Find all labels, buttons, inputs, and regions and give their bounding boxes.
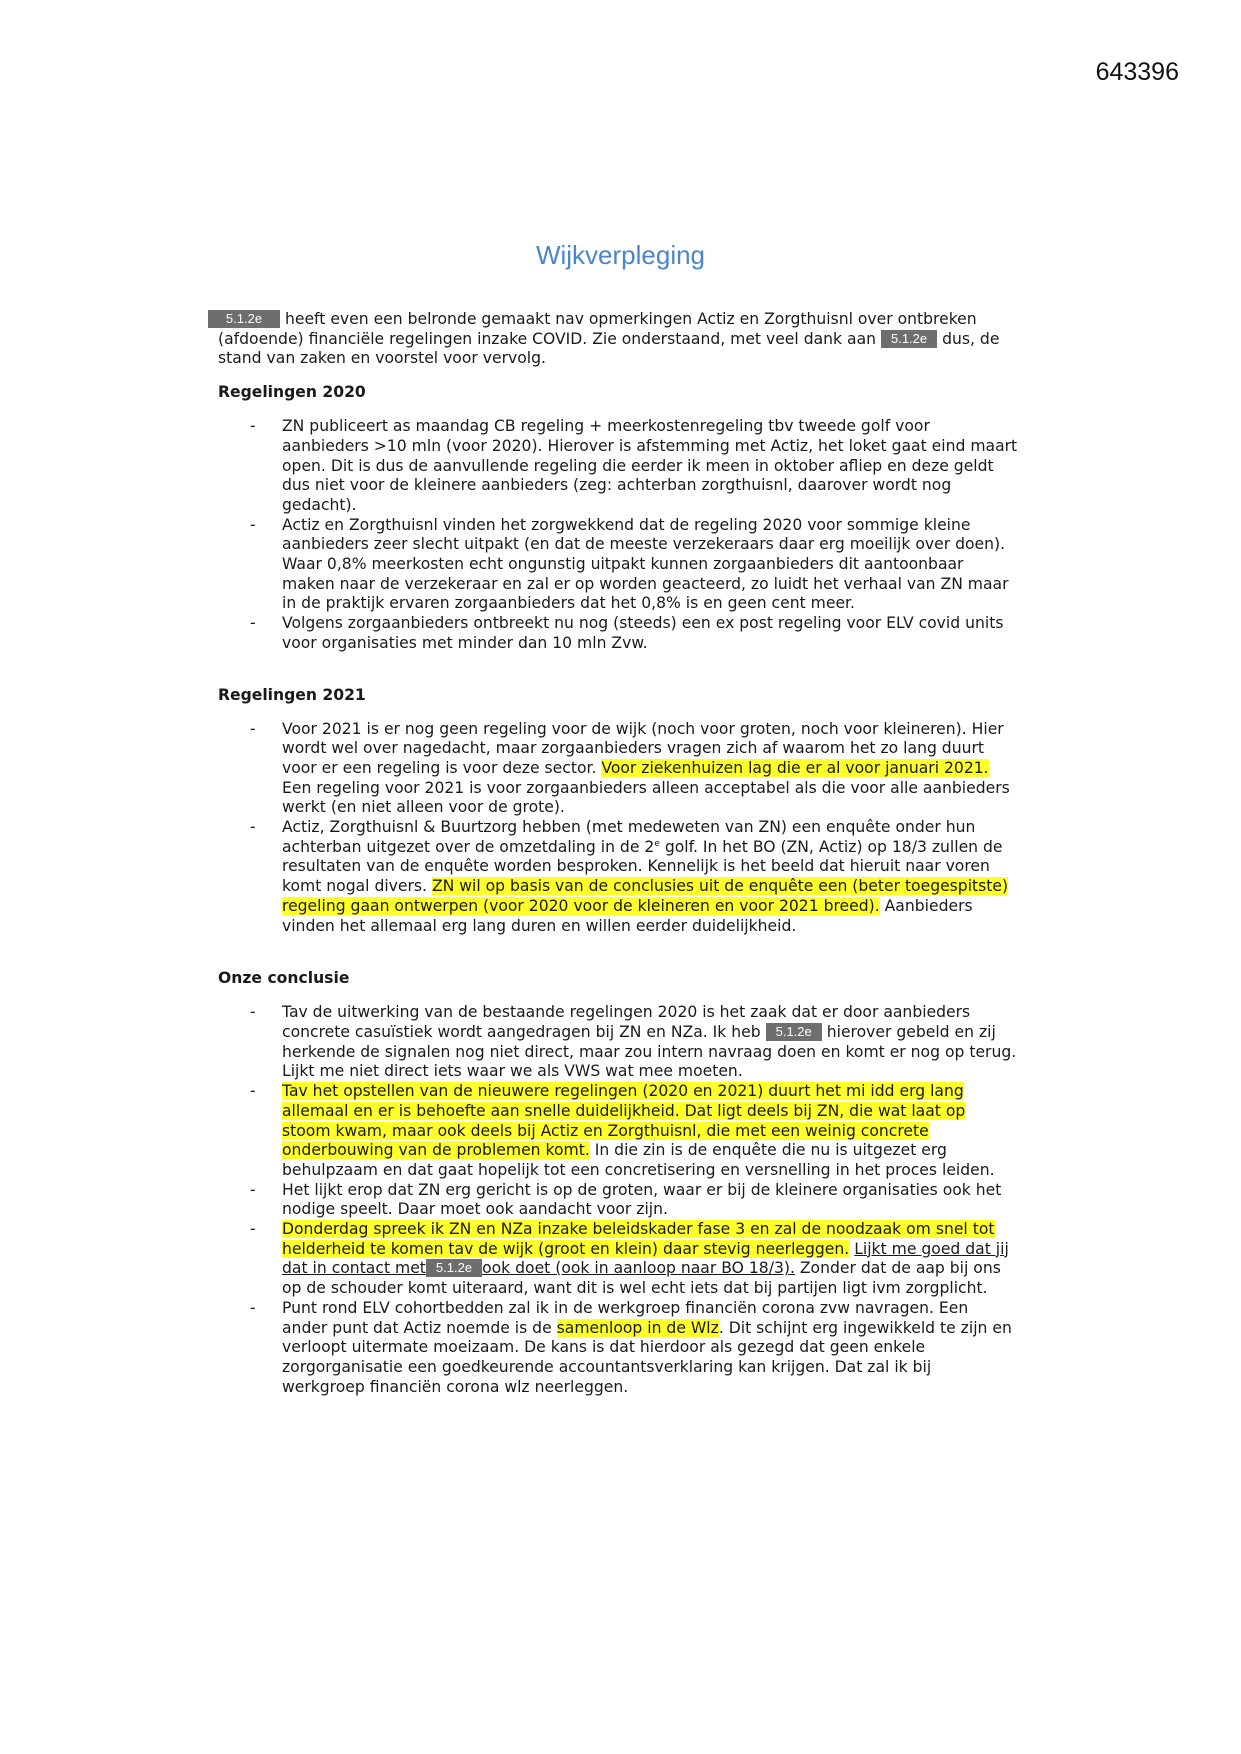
list-conclusion bbox=[218, 1003, 1018, 1397]
text-run: Tav de uitwerking van de bestaande regelingen 2020 is het zaak dat er door aanbieders concrete casuïstiek wordt aangedragen bij ZN en NZa. Ik heb bbox=[282, 1003, 971, 1041]
highlighted-text: ZN wil op basis van de conclusies uit de enquête een (beter toegespitste) regeling gaan ontwerpen (voor 2020 voor de kleineren en voor 2021 breed). bbox=[282, 877, 1009, 915]
list-item: - Actiz en Zorgthuisnl vinden het zorgwekkend dat de regeling 2020 voor sommige kleine aanbieders zeer slecht uitpakt (en dat de meeste verzekeraars daar erg moeilijk over doen). Waar 0,8% meerkosten echt ongunstig uitpakt kunnen zorgaanbieders dit aantoonbaar maken naar de verzekeraar en zal er op worden geacteerd, zo luidt het verhaal van ZN maar in de praktijk ervaren zorgaanbieders dat het 0,8% is en geen cent meer. bbox=[218, 516, 1018, 615]
list-item bbox=[218, 1082, 1018, 1181]
text-run: Actiz, Zorgthuisnl & Buurtzorg hebben (met medeweten van ZN) een enquête onder hun achterban uitgezet over de omzetdaling in de 2 bbox=[282, 818, 976, 856]
section-heading-2021: Regelingen 2021 bbox=[218, 685, 366, 704]
page-title: Wijkverpleging bbox=[535, 240, 706, 270]
text-run: In die zin is de enquête die nu is uitgezet erg behulpzaam en dat gaat hopelijk tot een concretisering en versnelling in het proces leiden. bbox=[282, 1141, 995, 1179]
text-run: hierover gebeld en zij herkende de signalen nog niet direct, maar zou intern navraag doen en komt er nog op terug. Lijkt me niet direct iets waar we als VWS wat mee moeten. bbox=[282, 1022, 1017, 1081]
redaction-box: 5.1.2e bbox=[208, 310, 280, 328]
highlighted-text: Tav het opstellen van de nieuwere regelingen (2020 en 2021) duurt het mi idd erg lang allemaal en er is behoefte aan snelle duidelijkheid. Dat ligt deels bij ZN, die wat laat op stoom kwam, maar ook deels bij Actiz en Zorgthuisnl, die met een weinig concrete onderbouwing van de problemen komt. bbox=[282, 1082, 966, 1160]
intro-paragraph bbox=[218, 310, 1018, 369]
text-run: . Dit schijnt erg ingewikkeld te zijn en verloopt uitermate moeizaam. De kans is dat hierdoor als gezegd dat geen enkele zorgorganisatie een goedkeurende accountantsverklaring kan krijgen. Dat zal ik bij werkgroep financiën corona wlz neerleggen. bbox=[282, 1318, 1012, 1396]
underlined-text: ook doet (ook in aanloop naar BO 18/3). bbox=[482, 1259, 795, 1278]
list-2020 bbox=[218, 417, 1018, 653]
highlighted-text: Donderdag spreek ik ZN en NZa inzake beleidskader fase 3 en zal de noodzaak om snel tot helderheid te komen tav de wijk (groot en klein) daar stevig neerleggen. bbox=[282, 1220, 995, 1258]
section-heading-2020: Regelingen 2020 bbox=[218, 383, 366, 402]
list-item bbox=[218, 1220, 1018, 1299]
list-item: - Het lijkt erop dat ZN erg gericht is op de groten, waar er bij de kleinere organisaties ook het nodige speelt. Daar moet ook aandacht voor zijn. bbox=[218, 1181, 1018, 1220]
text-run: Aanbieders vinden het allemaal erg lang duren en willen eerder duidelijkheid. bbox=[282, 896, 973, 935]
list-item: - Volgens zorgaanbieders ontbreekt nu nog (steeds) een ex post regeling voor ELV covid units voor organisaties met minder dan 10 mln Zvw. bbox=[218, 614, 1018, 653]
document-number: 643396 bbox=[1095, 58, 1179, 86]
highlighted-text: Voor ziekenhuizen lag die er al voor januari 2021. bbox=[601, 758, 989, 777]
text-run: Een regeling voor 2021 is voor zorgaanbieders alleen acceptabel als die voor alle aanbieders werkt (en niet alleen voor de grote). bbox=[282, 778, 1010, 817]
list-item: - ZN publiceert as maandag CB regeling + meerkostenregeling tbv tweede golf voor aanbieders >10 mln (voor 2020). Hierover is afstemming met Actiz, het loket gaat eind maart open. Dit is dus de aanvullende regeling die eerder ik meen in oktober afliep en deze geldt dus niet voor de kleinere aanbieders (zeg: achterban zorgthuisnl, daarover wordt nog gedacht). bbox=[218, 417, 1018, 516]
list-item bbox=[218, 1003, 1018, 1082]
list-item bbox=[218, 720, 1018, 819]
redaction-box: 5.1.2e bbox=[766, 1023, 822, 1041]
text-run: golf. In het BO (ZN, Actiz) op 18/3 zullen de resultaten van de enquête worden besproken. Kennelijk is het beeld dat hieruit naar voren komt nogal divers. bbox=[282, 837, 1003, 896]
superscript: e bbox=[654, 838, 660, 849]
redaction-box: 5.1.2e bbox=[426, 1259, 482, 1277]
text-run: Punt rond ELV cohortbedden zal ik in de werkgroep financiën corona zvw navragen. Een ander punt dat Actiz noemde is de bbox=[282, 1298, 969, 1337]
highlighted-text: samenloop in de Wlz bbox=[556, 1318, 719, 1337]
document-body bbox=[218, 310, 1018, 1397]
text-run: Zonder dat de aap bij ons op de schouder komt uiteraard, want dit is wel echt iets dat bij partijen ligt ivm zorgplicht. bbox=[282, 1259, 1001, 1298]
redaction-box: 5.1.2e bbox=[881, 330, 937, 348]
intro-text-1: heeft even een belronde gemaakt nav opmerkingen Actiz en Zorgthuisnl over ontbreken (afdoende) financiële regelingen inzake COVID. Zie onderstaand, met veel dank aan bbox=[218, 310, 977, 348]
list-2021 bbox=[218, 720, 1018, 937]
text-run: Voor 2021 is er nog geen regeling voor de wijk (noch voor groten, noch voor kleineren). Hier wordt wel over nagedacht, maar zorgaanbieders vragen zich af waarom het zo lang duurt voor er een regeling is voor deze sector. bbox=[282, 719, 1004, 777]
intro-text-2: dus, de stand van zaken en voorstel voor vervolg. bbox=[218, 329, 1000, 368]
section-heading-conclusion: Onze conclusie bbox=[218, 969, 350, 988]
underlined-text: Lijkt me goed dat jij dat in contact met bbox=[282, 1239, 1009, 1278]
list-item bbox=[218, 1299, 1018, 1398]
list-item bbox=[218, 818, 1018, 936]
